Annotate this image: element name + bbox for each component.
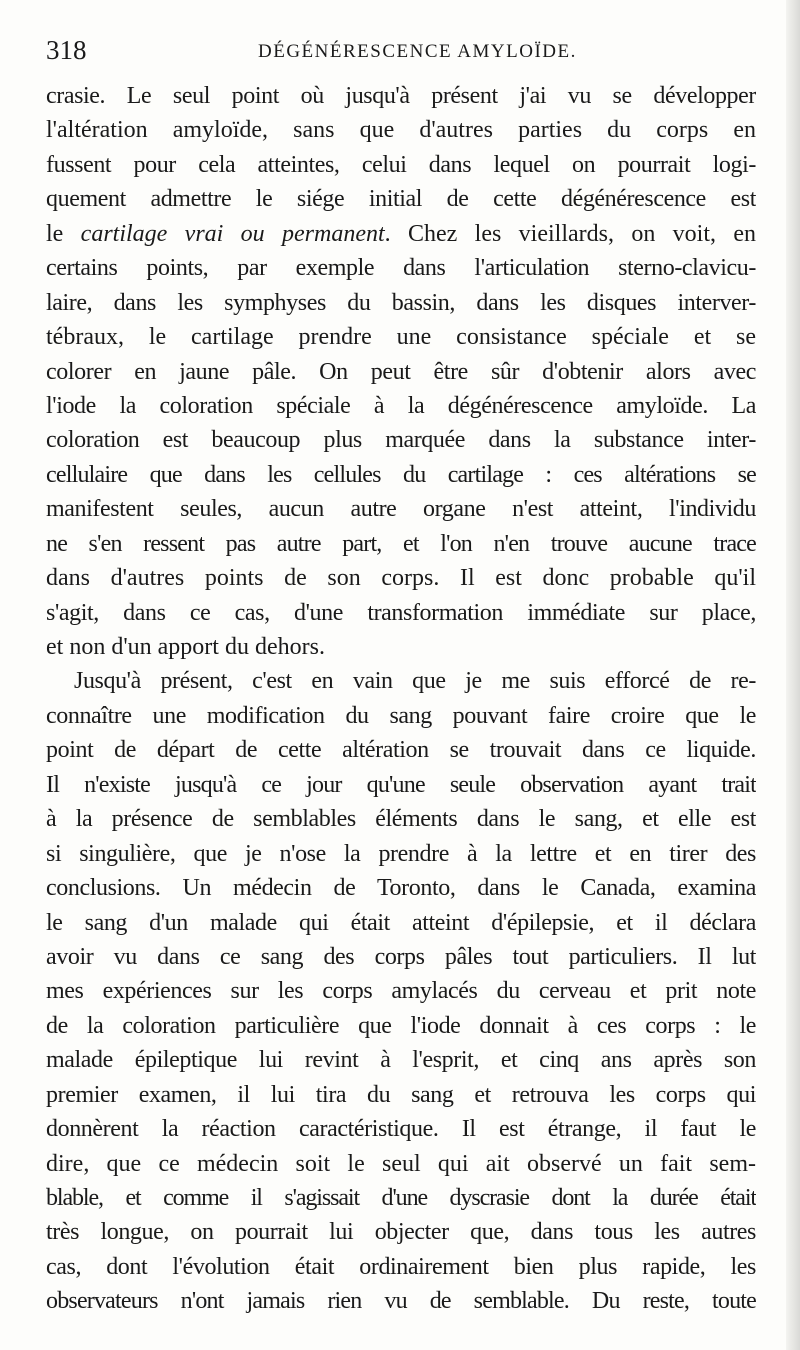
text-line: crasie. Le seul point où jusqu'à présent j'ai vu se développer	[46, 83, 756, 109]
text-line: donnèrent la réaction caractéristique. Il est étrange, il faut le	[46, 1116, 756, 1143]
text-line: avoir vu dans ce sang des corps pâles tout particuliers. Il lut	[46, 943, 756, 970]
text-line: colorer en jaune pâle. On peut être sûr d'obtenir alors avec	[46, 358, 756, 385]
text-line: malade épileptique lui revint à l'esprit, et cinq ans après son	[46, 1047, 756, 1074]
text-line: observateurs n'ont jamais rien vu de semblable. Du reste, toute	[46, 1288, 756, 1315]
text-line: premier examen, il lui tira du sang et retrouva les corps qui	[46, 1081, 756, 1108]
text-line: à la présence de semblables éléments dans le sang, et elle est	[46, 806, 756, 833]
text-line: tébraux, le cartilage prendre une consistance spéciale et se	[46, 324, 756, 351]
text-line: certains points, par exemple dans l'articulation sterno-clavicu-	[46, 255, 756, 282]
text-line: de la coloration particulière que l'iode donnait à ces corps : le	[46, 1012, 756, 1039]
text-line: Il n'existe jusqu'à ce jour qu'une seule observation ayant trait	[46, 771, 756, 798]
text-line: dans d'autres points de son corps. Il est donc probable qu'il	[46, 565, 756, 592]
text-line: et non d'un apport du dehors.	[46, 634, 325, 660]
text-line: ne s'en ressent pas autre part, et l'on n'en trouve aucune trace	[46, 530, 756, 557]
page-header	[46, 30, 754, 70]
text-line: l'iode la coloration spéciale à la dégénérescence amyloïde. La	[46, 392, 756, 419]
text-line	[46, 217, 756, 251]
text-line: s'agit, dans ce cas, d'une transformation immédiate sur place,	[46, 599, 756, 626]
running-head: DÉGÉNÉRESCENCE AMYLOÏDE.	[258, 41, 577, 62]
text-line: cellulaire que dans les cellules du cartilage : ces altérations se	[46, 461, 756, 488]
line-text: le	[46, 220, 81, 247]
text-line: très longue, on pourrait lui objecter que, dans tous les autres	[46, 1219, 756, 1246]
page-edge	[786, 0, 800, 1350]
text-line: dire, que ce médecin soit le seul qui ait observé un fait sem-	[46, 1150, 756, 1177]
italic-term: cartilage vrai ou permanent	[80, 220, 385, 247]
text-line: coloration est beaucoup plus marquée dans la substance inter-	[46, 427, 756, 454]
text-line: laire, dans les symphyses du bassin, dans les disques interver-	[46, 289, 756, 316]
text-line: blable, et comme il s'agissait d'une dyscrasie dont la durée était	[46, 1185, 756, 1211]
text-line: fussent pour cela atteintes, celui dans lequel on pourrait logi-	[46, 151, 756, 178]
text-line: cas, dont l'évolution était ordinairement bien plus rapide, les	[46, 1253, 756, 1280]
text-line: connaître une modification du sang pouvant faire croire que le	[46, 702, 756, 729]
text-line: le sang d'un malade qui était atteint d'épilepsie, et il déclara	[46, 909, 756, 936]
text-line: si singulière, que je n'ose la prendre à la lettre et en tirer des	[46, 840, 756, 867]
text-line: conclusions. Un médecin de Toronto, dans le Canada, examina	[46, 875, 756, 902]
text-line: manifestent seules, aucun autre organe n'est atteint, l'individu	[46, 496, 756, 523]
text-line: l'altération amyloïde, sans que d'autres parties du corps en	[46, 117, 756, 144]
page-number: 318	[46, 35, 87, 65]
line-text: . Chez les vieillards, on voit, en	[384, 220, 756, 247]
text-line: quement admettre le siége initial de cette dégénérescence est	[46, 186, 756, 213]
text-line: point de départ de cette altération se trouvait dans ce liquide.	[46, 737, 756, 764]
paragraph-first-line: Jusqu'à présent, c'est en vain que je me suis efforcé de re-	[74, 668, 756, 695]
text-line: mes expériences sur les corps amylacés du cerveau et prit note	[46, 978, 756, 1005]
body-text	[46, 79, 756, 1319]
